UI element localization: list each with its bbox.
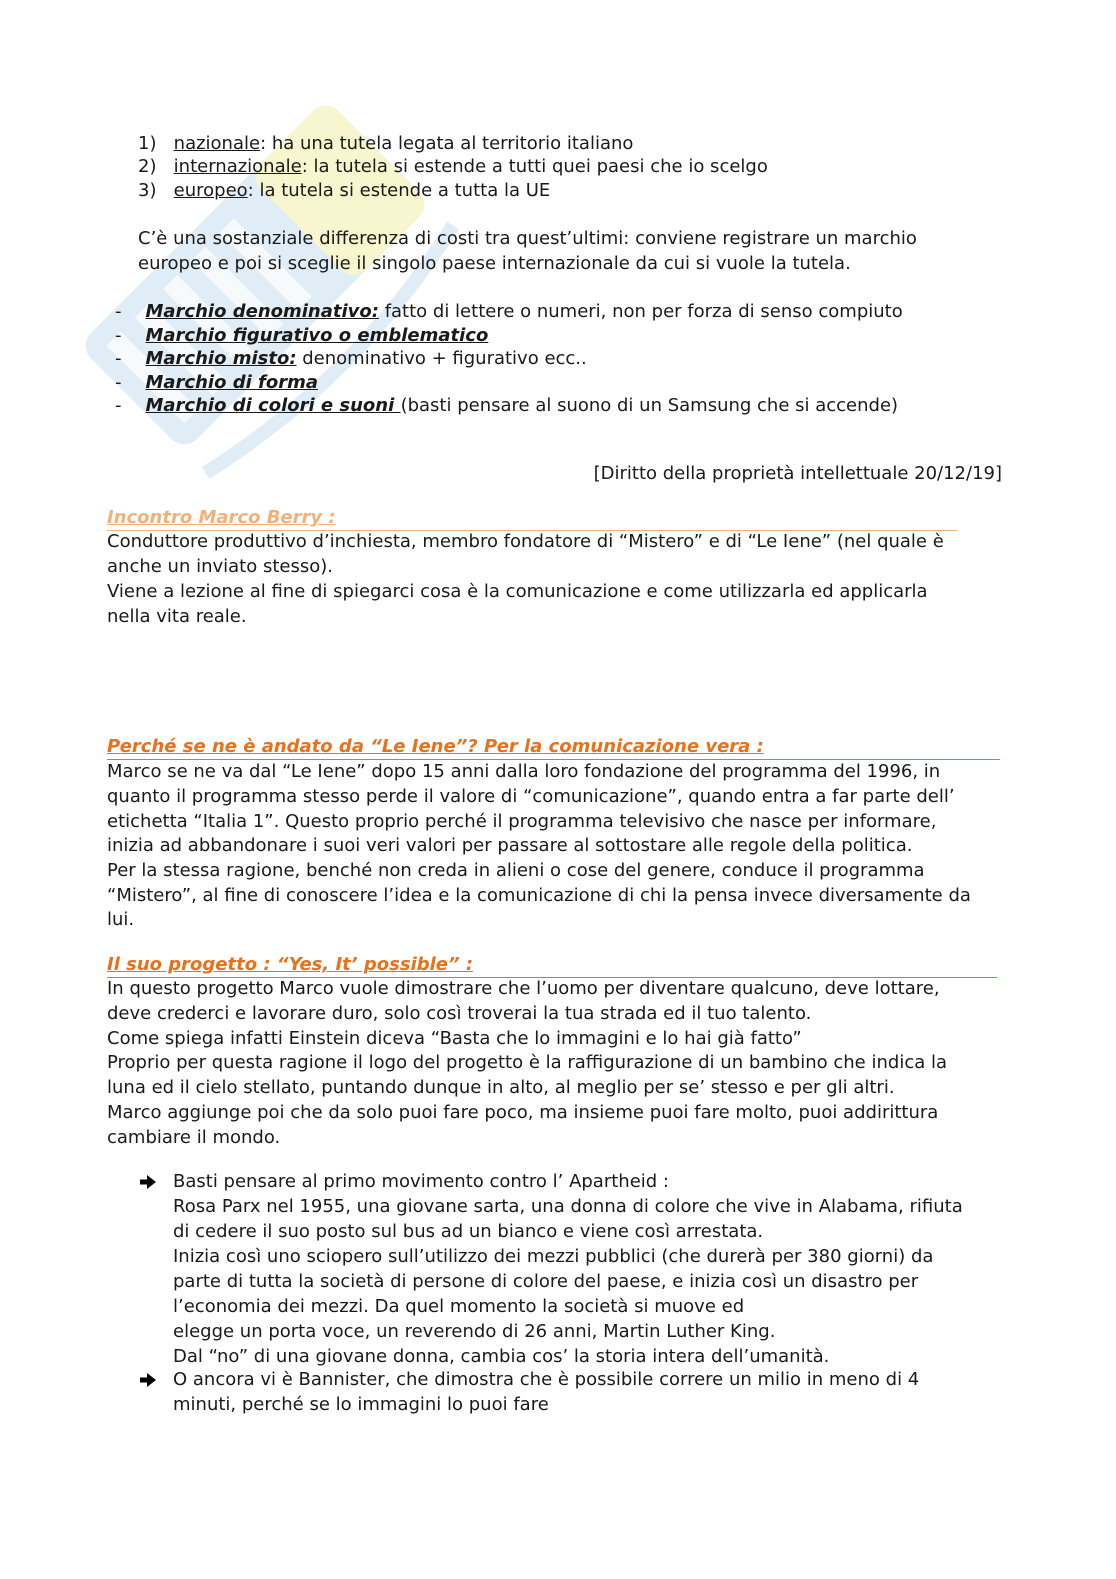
- paragraph-line: Come spiega infatti Einstein diceva “Basta che lo immagini e lo hai già fatto”: [107, 1028, 802, 1049]
- paragraph-line: O ancora vi è Bannister, che dimostra che è possibile correre un milio in meno di 4: [173, 1369, 920, 1390]
- paragraph-line: nella vita reale.: [107, 606, 247, 627]
- list-item: - Marchio misto: denominativo + figurativo ecc..: [115, 348, 587, 369]
- list-item: 3) europeo: la tutela si estende a tutta la UE: [138, 180, 551, 201]
- paragraph-line: Basti pensare al primo movimento contro l’ Apartheid :: [173, 1171, 669, 1192]
- paragraph-line: Marco aggiunge poi che da solo puoi fare poco, ma insieme puoi fare molto, puoi addirittura: [107, 1102, 939, 1123]
- right-arrow-icon: [139, 1173, 157, 1191]
- paragraph-line: anche un inviato stesso).: [107, 556, 333, 577]
- paragraph-line: Proprio per questa ragione il logo del progetto è la raffigurazione di un bambino che indica la: [107, 1052, 947, 1073]
- right-arrow-icon: [139, 1371, 157, 1389]
- paragraph-line: inizia ad abbandonare i suoi veri valori per passare al sottostare alle regole della politica.: [107, 835, 913, 856]
- paragraph-line: Conduttore produttivo d’inchiesta, membro fondatore di “Mistero” e di “Le Iene” (nel quale è: [107, 531, 944, 552]
- section-heading: Il suo progetto : “Yes, It’ possible” :: [107, 953, 997, 978]
- paragraph-line: elegge un porta voce, un reverendo di 26 anni, Martin Luther King.: [173, 1321, 776, 1342]
- paragraph-line: parte di tutta la società di persone di colore del paese, e inizia così un disastro per: [173, 1271, 919, 1292]
- paragraph-line: l’economia dei mezzi. Da quel momento la società si muove ed: [173, 1296, 745, 1317]
- paragraph-line: deve crederci e lavorare duro, solo così troverai la tua strada ed il tuo talento.: [107, 1003, 812, 1024]
- section-heading: Perché se ne è andato da “Le Iene”? Per la comunicazione vera :: [107, 735, 1000, 760]
- list-item: - Marchio di colori e suoni (basti pensare al suono di un Samsung che si accende): [115, 395, 899, 416]
- list-item: - Marchio denominativo: fatto di lettere o numeri, non per forza di senso compiuto: [115, 301, 903, 322]
- paragraph-line: cambiare il mondo.: [107, 1127, 281, 1148]
- paragraph-line: di cedere il suo posto sul bus ad un bianco e viene così arrestata.: [173, 1221, 764, 1242]
- list-item: - Marchio figurativo o emblematico: [115, 325, 489, 346]
- paragraph-line: C’è una sostanziale differenza di costi tra quest’ultimi: conviene registrare un marchio: [138, 228, 917, 249]
- paragraph-line: minuti, perché se lo immagini lo puoi fare: [173, 1394, 549, 1415]
- paragraph-line: quanto il programma stesso perde il valore di “comunicazione”, quando entra a far parte dell’: [107, 786, 955, 807]
- paragraph-line: Viene a lezione al fine di spiegarci cosa è la comunicazione e come utilizzarla ed applicarla: [107, 581, 928, 602]
- paragraph-line: Rosa Parx nel 1955, una giovane sarta, una donna di colore che vive in Alabama, rifiuta: [173, 1196, 963, 1217]
- section-heading: Incontro Marco Berry :: [107, 506, 957, 531]
- paragraph-line: “Mistero”, al fine di conoscere l’idea e la comunicazione di chi la pensa invece diversamente da: [107, 885, 971, 906]
- paragraph-line: etichetta “Italia 1”. Questo proprio perché il programma televisivo che nasce per informare,: [107, 811, 937, 832]
- paragraph-line: Per la stessa ragione, benché non creda in alieni o cose del genere, conduce il programma: [107, 860, 925, 881]
- paragraph-line: europeo e poi si sceglie il singolo paese internazionale da cui si vuole la tutela.: [138, 253, 851, 274]
- date-note: [Diritto della proprietà intellettuale 20/12/19]: [593, 463, 1002, 484]
- paragraph-line: Inizia così uno sciopero sull’utilizzo dei mezzi pubblici (che durerà per 380 giorni) da: [173, 1246, 934, 1267]
- paragraph-line: Dal “no” di una giovane donna, cambia cos’ la storia intera dell’umanità.: [173, 1346, 830, 1367]
- paragraph-line: In questo progetto Marco vuole dimostrare che l’uomo per diventare qualcuno, deve lottare,: [107, 978, 940, 999]
- list-item: 1) nazionale: ha una tutela legata al territorio italiano: [138, 133, 634, 154]
- list-item: - Marchio di forma: [115, 372, 319, 393]
- paragraph-line: lui.: [107, 909, 135, 930]
- list-item: 2) internazionale: la tutela si estende a tutti quei paesi che io scelgo: [138, 156, 768, 177]
- paragraph-line: Marco se ne va dal “Le Iene” dopo 15 anni dalla loro fondazione del programma del 1996, in: [107, 761, 941, 782]
- paragraph-line: luna ed il cielo stellato, puntando dunque in alto, al meglio per se’ stesso e per gli altri.: [107, 1077, 895, 1098]
